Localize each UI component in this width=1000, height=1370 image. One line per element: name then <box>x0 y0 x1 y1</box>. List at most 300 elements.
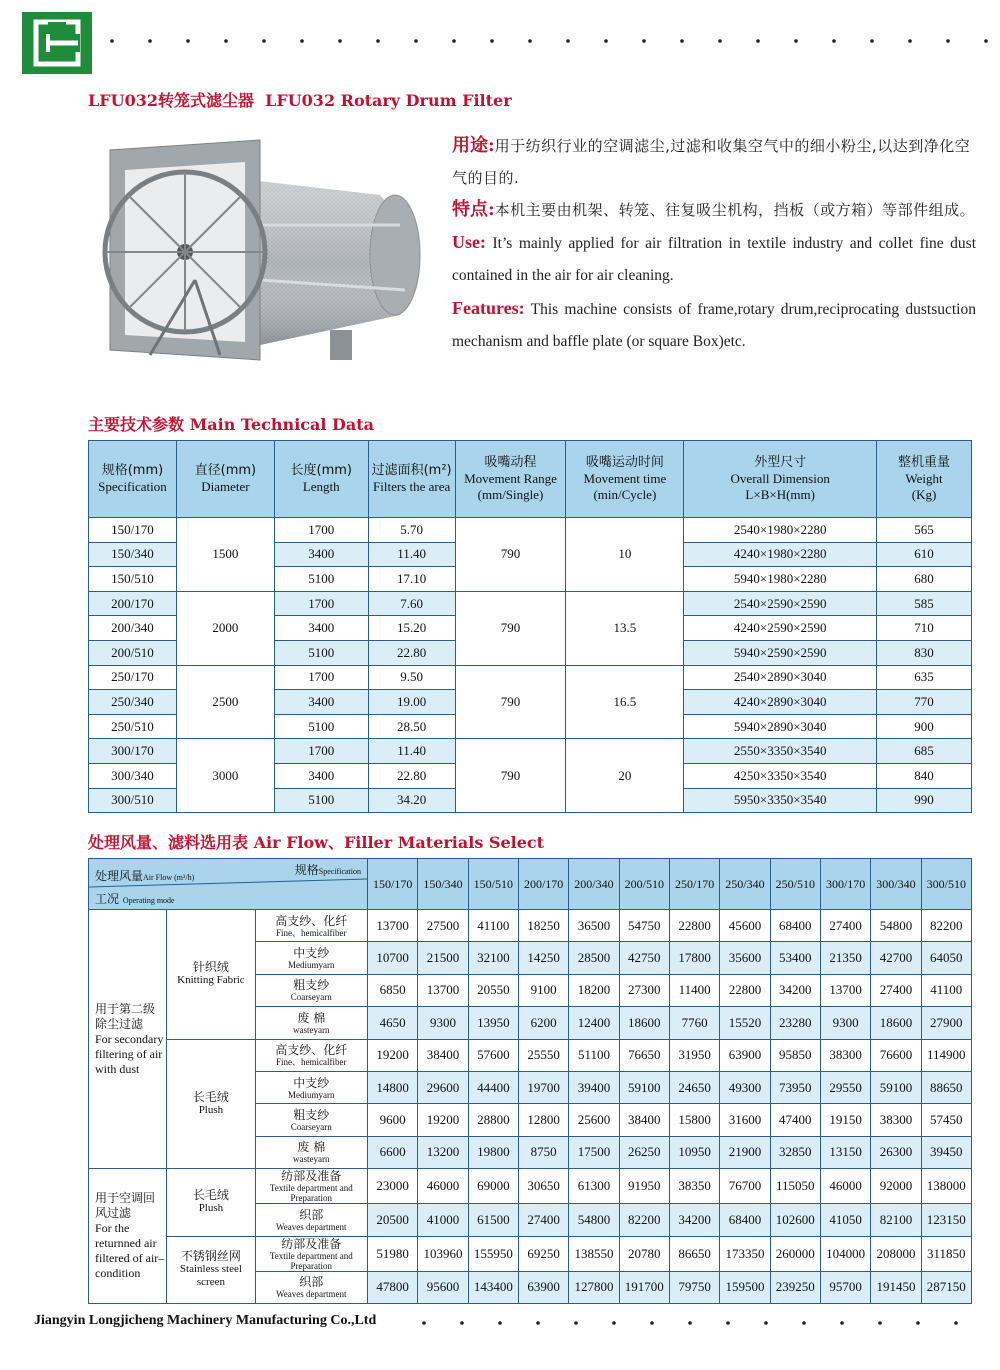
air-flow-value: 19150 <box>820 1104 870 1136</box>
air-flow-value: 18200 <box>569 974 619 1006</box>
air-flow-value: 57450 <box>921 1104 971 1136</box>
air-flow-value: 17800 <box>669 942 719 974</box>
table-cell: 2540×2890×3040 <box>684 665 877 690</box>
filter-fabric-cell: 长毛绒 Plush <box>167 1039 255 1169</box>
table-cell: 585 <box>877 591 972 616</box>
air-flow-value: 25550 <box>518 1039 568 1071</box>
table-cell: 300/340 <box>89 763 177 788</box>
table-cell: 790 <box>455 518 566 592</box>
table-cell: 4240×1980×2280 <box>684 542 877 567</box>
air-flow-value: 47400 <box>770 1104 820 1136</box>
divider-dot <box>802 1321 806 1325</box>
air-flow-value: 76600 <box>871 1039 921 1071</box>
table-cell: 20 <box>566 739 684 813</box>
table-cell: 5100 <box>274 567 368 592</box>
divider-dot <box>650 1321 654 1325</box>
air-flow-value: 127800 <box>569 1271 619 1303</box>
operating-mode-cell: 用于空调回风过滤 For the returnned air filtered of air–condition <box>89 1169 167 1304</box>
air-flow-value: 69000 <box>468 1169 518 1204</box>
air-flow-value: 19200 <box>418 1104 468 1136</box>
air-flow-value: 61500 <box>468 1204 518 1236</box>
air-flow-value: 69250 <box>518 1236 568 1271</box>
yarn-type-cell: 织部 Weaves department <box>255 1204 367 1236</box>
air-flow-value: 68400 <box>770 910 820 942</box>
air-flow-value: 20780 <box>619 1236 669 1271</box>
table-row <box>89 591 972 616</box>
use-zh-paragraph <box>452 130 976 194</box>
air-flow-value: 9600 <box>368 1104 418 1136</box>
table-cell: 2540×1980×2280 <box>684 518 877 543</box>
air-flow-value: 19200 <box>368 1039 418 1071</box>
table-cell: 2540×2590×2590 <box>684 591 877 616</box>
dotted-divider-top <box>108 36 988 46</box>
table-cell: 1700 <box>274 518 368 543</box>
air-flow-value: 41100 <box>468 910 518 942</box>
table-cell: 565 <box>877 518 972 543</box>
air-flow-value: 46000 <box>418 1169 468 1204</box>
air-flow-value: 208000 <box>871 1236 921 1271</box>
yarn-type-cell: 粗支纱 Coarseyarn <box>255 1104 367 1136</box>
air-flow-value: 44400 <box>468 1071 518 1103</box>
air-flow-value: 42750 <box>619 942 669 974</box>
air-flow-value: 173350 <box>720 1236 770 1271</box>
logo-mark-icon <box>22 12 92 74</box>
air-header-row <box>89 859 972 910</box>
air-flow-value: 42700 <box>871 942 921 974</box>
table-cell: 5100 <box>274 714 368 739</box>
table-cell: 4240×2590×2590 <box>684 616 877 641</box>
yarn-type-cell: 织部 Weaves department <box>255 1271 367 1303</box>
air-flow-value: 20550 <box>468 974 518 1006</box>
table-cell: 5100 <box>274 788 368 813</box>
features-zh-text: 本机主要由机架、转笼、往复吸尘机构，挡板（或方箱）等部件组成。 <box>494 201 976 219</box>
air-flow-value: 39450 <box>921 1136 971 1168</box>
table-cell: 790 <box>455 739 566 813</box>
air-flow-value: 191700 <box>619 1271 669 1303</box>
air-flow-value: 15520 <box>720 1007 770 1039</box>
air-flow-value: 13700 <box>820 974 870 1006</box>
air-flow-value: 138000 <box>921 1169 971 1204</box>
tech-header-row <box>89 441 972 518</box>
air-flow-value: 9300 <box>418 1007 468 1039</box>
table-cell: 5940×2590×2590 <box>684 640 877 665</box>
table-cell: 5940×2890×3040 <box>684 714 877 739</box>
air-flow-value: 19800 <box>468 1136 518 1168</box>
air-flow-value: 27400 <box>518 1204 568 1236</box>
table-cell: 10 <box>566 518 684 592</box>
air-flow-value: 25600 <box>569 1104 619 1136</box>
air-flow-value: 59100 <box>871 1071 921 1103</box>
air-flow-value: 51100 <box>569 1039 619 1071</box>
air-flow-table <box>88 858 972 1304</box>
air-flow-value: 13200 <box>418 1136 468 1168</box>
col-diameter-header: 直径(mm) Diameter <box>176 441 274 518</box>
spec-column-header: 200/170 <box>518 859 568 910</box>
air-flow-value: 9300 <box>820 1007 870 1039</box>
air-flow-value: 12800 <box>518 1104 568 1136</box>
air-flow-value: 54800 <box>871 910 921 942</box>
air-flow-value: 23000 <box>368 1169 418 1204</box>
spec-column-header: 200/340 <box>569 859 619 910</box>
air-flow-value: 82200 <box>619 1204 669 1236</box>
yarn-type-cell: 纺部及准备 Textile department and Preparation <box>255 1236 367 1271</box>
yarn-type-cell: 高支纱、化纤 Fine、hemicalfiber <box>255 1039 367 1071</box>
spec-column-header: 250/170 <box>669 859 719 910</box>
table-cell: 1700 <box>274 665 368 690</box>
air-flow-value: 38400 <box>619 1104 669 1136</box>
divider-dot <box>908 39 912 43</box>
air-flow-value: 114900 <box>921 1039 971 1071</box>
air-flow-value: 95600 <box>418 1271 468 1303</box>
product-description <box>452 130 976 358</box>
table-cell: 28.50 <box>368 714 455 739</box>
air-flow-value: 32100 <box>468 942 518 974</box>
company-name-footer: Jiangyin Longjicheng Machinery Manufacturing Co.,Ltd <box>34 1313 377 1328</box>
yarn-type-cell: 粗支纱 Coarseyarn <box>255 974 367 1006</box>
air-flow-value: 88650 <box>921 1071 971 1103</box>
air-flow-value: 15800 <box>669 1104 719 1136</box>
air-flow-value: 27500 <box>418 910 468 942</box>
air-flow-value: 103960 <box>418 1236 468 1271</box>
divider-dot <box>680 39 684 43</box>
air-flow-value: 123150 <box>921 1204 971 1236</box>
air-flow-value: 9100 <box>518 974 568 1006</box>
col-dimension-header: 外型尺寸 Overall Dimension L×B×H(mm) <box>684 441 877 518</box>
table-cell: 250/340 <box>89 690 177 715</box>
divider-dot <box>498 1321 502 1325</box>
air-flow-value: 57600 <box>468 1039 518 1071</box>
operating-mode-cell: 用于第二级除尘过滤 For secondary filtering of air with dust <box>89 910 167 1169</box>
air-flow-value: 191450 <box>871 1271 921 1303</box>
table-cell: 16.5 <box>566 665 684 739</box>
air-flow-value: 76700 <box>720 1169 770 1204</box>
air-flow-value: 34200 <box>770 974 820 1006</box>
air-flow-value: 311850 <box>921 1236 971 1271</box>
air-flow-value: 239250 <box>770 1271 820 1303</box>
air-flow-value: 102600 <box>770 1204 820 1236</box>
divider-dot <box>642 39 646 43</box>
spec-column-header: 250/510 <box>770 859 820 910</box>
spec-column-header: 200/510 <box>619 859 669 910</box>
air-flow-value: 27400 <box>871 974 921 1006</box>
air-flow-value: 68400 <box>720 1204 770 1236</box>
air-flow-value: 159500 <box>720 1271 770 1303</box>
air-flow-value: 64050 <box>921 942 971 974</box>
product-title <box>88 88 512 111</box>
divider-dot <box>262 39 266 43</box>
features-en-paragraph <box>452 292 976 358</box>
spec-column-header: 300/170 <box>820 859 870 910</box>
air-flow-value: 18600 <box>619 1007 669 1039</box>
air-flow-value: 29550 <box>820 1071 870 1103</box>
table-cell: 3400 <box>274 616 368 641</box>
table-cell: 15.20 <box>368 616 455 641</box>
air-flow-value: 4650 <box>368 1007 418 1039</box>
filter-fabric-cell: 针织绒 Knitting Fabric <box>167 910 255 1040</box>
table-cell: 1700 <box>274 591 368 616</box>
divider-dot <box>764 1321 768 1325</box>
air-flow-value: 26250 <box>619 1136 669 1168</box>
air-flow-value: 38300 <box>871 1104 921 1136</box>
air-flow-value: 20500 <box>368 1204 418 1236</box>
divider-dot <box>916 1321 920 1325</box>
table-cell: 2000 <box>176 591 274 665</box>
air-flow-value: 22800 <box>720 974 770 1006</box>
features-en-text: This machine consists of frame,rotary drum,reciprocating dustsuction mechanism and baffle plate (or square Box)etc. <box>452 301 976 350</box>
spec-column-header: 300/340 <box>871 859 921 910</box>
table-cell: 2550×3350×3540 <box>684 739 877 764</box>
air-flow-value: 17500 <box>569 1136 619 1168</box>
corner-spec-label: 规格Specification <box>294 863 361 877</box>
table-cell: 200/340 <box>89 616 177 641</box>
air-flow-value: 54750 <box>619 910 669 942</box>
table-cell: 300/510 <box>89 788 177 813</box>
use-en-text: It’s mainly applied for air filtration in textile industry and collet fine dust contained in the air for air cleaning. <box>452 235 977 284</box>
yarn-type-cell: 废 棉 wasteyarn <box>255 1007 367 1039</box>
air-flow-value: 21500 <box>418 942 468 974</box>
yarn-type-cell: 中支纱 Mediumyarn <box>255 942 367 974</box>
table-cell: 19.00 <box>368 690 455 715</box>
table-cell: 250/510 <box>89 714 177 739</box>
air-flow-value: 28500 <box>569 942 619 974</box>
table-cell: 150/510 <box>89 567 177 592</box>
table-cell: 685 <box>877 739 972 764</box>
features-zh-label: 特点: <box>452 199 495 220</box>
table-cell: 1500 <box>176 518 274 592</box>
col-range-header: 吸嘴动程 Movement Range (mm/Single) <box>455 441 566 518</box>
features-en-label: Features: <box>452 298 525 318</box>
table-cell: 5100 <box>274 640 368 665</box>
air-flow-value: 13700 <box>368 910 418 942</box>
divider-dot <box>338 39 342 43</box>
air-flow-value: 31950 <box>669 1039 719 1071</box>
air-flow-value: 104000 <box>820 1236 870 1271</box>
air-flow-value: 82100 <box>871 1204 921 1236</box>
table-cell: 5940×1980×2280 <box>684 567 877 592</box>
company-logo <box>22 12 92 74</box>
air-flow-value: 27300 <box>619 974 669 1006</box>
table-cell: 4250×3350×3540 <box>684 763 877 788</box>
spec-column-header: 150/340 <box>418 859 468 910</box>
corner-mode-label: 工况 Operating mode <box>95 892 175 906</box>
divider-dot <box>878 1321 882 1325</box>
divider-dot <box>726 1321 730 1325</box>
divider-dot <box>186 39 190 43</box>
divider-dot <box>528 39 532 43</box>
air-flow-value: 7760 <box>669 1007 719 1039</box>
divider-dot <box>794 39 798 43</box>
air-flow-value: 13150 <box>820 1136 870 1168</box>
air-corner-header <box>89 859 368 910</box>
spec-column-header: 150/510 <box>468 859 518 910</box>
air-flow-value: 24650 <box>669 1071 719 1103</box>
divider-dot <box>452 39 456 43</box>
air-flow-value: 21350 <box>820 942 870 974</box>
table-cell: 840 <box>877 763 972 788</box>
divider-dot <box>984 39 988 43</box>
table-cell: 200/510 <box>89 640 177 665</box>
table-cell: 11.40 <box>368 739 455 764</box>
divider-dot <box>110 39 114 43</box>
air-flow-value: 6600 <box>368 1136 418 1168</box>
air-flow-value: 13950 <box>468 1007 518 1039</box>
air-flow-value: 260000 <box>770 1236 820 1271</box>
divider-dot <box>376 39 380 43</box>
table-cell: 900 <box>877 714 972 739</box>
table-cell: 680 <box>877 567 972 592</box>
table-cell: 300/170 <box>89 739 177 764</box>
table-cell: 22.80 <box>368 640 455 665</box>
air-flow-value: 41050 <box>820 1204 870 1236</box>
air-flow-value: 22800 <box>669 910 719 942</box>
air-flow-value: 10700 <box>368 942 418 974</box>
use-en-label: Use: <box>452 232 486 252</box>
filter-fabric-cell: 长毛绒 Plush <box>167 1169 255 1236</box>
divider-dot <box>566 39 570 43</box>
air-flow-value: 6200 <box>518 1007 568 1039</box>
use-zh-label: 用途: <box>452 135 495 156</box>
divider-dot <box>300 39 304 43</box>
table-cell: 790 <box>455 591 566 665</box>
air-flow-value: 92000 <box>871 1169 921 1204</box>
divider-dot <box>946 39 950 43</box>
air-flow-value: 287150 <box>921 1271 971 1303</box>
air-flow-value: 28800 <box>468 1104 518 1136</box>
air-flow-value: 95700 <box>820 1271 870 1303</box>
air-flow-value: 8750 <box>518 1136 568 1168</box>
air-flow-value: 27900 <box>921 1007 971 1039</box>
table-cell: 5.70 <box>368 518 455 543</box>
spec-column-header: 150/170 <box>368 859 418 910</box>
table-row <box>89 910 972 942</box>
table-cell: 990 <box>877 788 972 813</box>
technical-data-body <box>89 518 972 813</box>
air-flow-value: 23280 <box>770 1007 820 1039</box>
divider-dot <box>718 39 722 43</box>
air-flow-value: 34200 <box>669 1204 719 1236</box>
table-cell: 710 <box>877 616 972 641</box>
divider-dot <box>688 1321 692 1325</box>
air-flow-value: 63900 <box>720 1039 770 1071</box>
table-cell: 150/340 <box>89 542 177 567</box>
table-cell: 3000 <box>176 739 274 813</box>
product-title-en: LFU032 Rotary Drum Filter <box>265 91 512 110</box>
divider-dot <box>422 1321 426 1325</box>
table-row <box>89 1039 972 1071</box>
table-cell: 770 <box>877 690 972 715</box>
yarn-type-cell: 中支纱 Mediumyarn <box>255 1071 367 1103</box>
table-cell: 635 <box>877 665 972 690</box>
table-cell: 34.20 <box>368 788 455 813</box>
air-flow-value: 39400 <box>569 1071 619 1103</box>
table-cell: 22.80 <box>368 763 455 788</box>
table-row <box>89 665 972 690</box>
air-flow-value: 31600 <box>720 1104 770 1136</box>
air-flow-value: 13700 <box>418 974 468 1006</box>
table-cell: 830 <box>877 640 972 665</box>
divider-dot <box>574 1321 578 1325</box>
air-flow-body <box>89 910 972 1304</box>
air-flow-value: 6850 <box>368 974 418 1006</box>
air-flow-value: 38300 <box>820 1039 870 1071</box>
air-flow-value: 95850 <box>770 1039 820 1071</box>
air-flow-value: 115050 <box>770 1169 820 1204</box>
air-flow-value: 138550 <box>569 1236 619 1271</box>
dotted-divider-bottom <box>420 1318 990 1328</box>
filter-fabric-cell: 不锈钢丝网 Stainless steel screen <box>167 1236 255 1303</box>
air-flow-value: 38400 <box>418 1039 468 1071</box>
divider-dot <box>604 39 608 43</box>
air-flow-value: 143400 <box>468 1271 518 1303</box>
features-zh-paragraph <box>452 194 976 226</box>
divider-dot <box>954 1321 958 1325</box>
table-cell: 150/170 <box>89 518 177 543</box>
air-flow-value: 63900 <box>518 1271 568 1303</box>
air-flow-value: 27400 <box>820 910 870 942</box>
air-flow-value: 14250 <box>518 942 568 974</box>
use-en-paragraph <box>452 226 976 292</box>
rotary-drum-filter-image <box>100 130 430 380</box>
table-row <box>89 1169 972 1204</box>
table-cell: 250/170 <box>89 665 177 690</box>
air-flow-value: 45600 <box>720 910 770 942</box>
yarn-type-cell: 纺部及准备 Textile department and Preparation <box>255 1169 367 1204</box>
tech-section-title: 主要技术参数 Main Technical Data <box>88 415 375 434</box>
air-flow-value: 35600 <box>720 942 770 974</box>
air-flow-value: 54800 <box>569 1204 619 1236</box>
table-cell: 11.40 <box>368 542 455 567</box>
table-cell: 3400 <box>274 690 368 715</box>
table-cell: 17.10 <box>368 567 455 592</box>
table-cell: 9.50 <box>368 665 455 690</box>
divider-dot <box>832 39 836 43</box>
table-cell: 7.60 <box>368 591 455 616</box>
air-section-title: 处理风量、滤料选用表 Air Flow、Filler Materials Select <box>88 833 545 852</box>
divider-dot <box>148 39 152 43</box>
table-cell: 790 <box>455 665 566 739</box>
spec-column-header: 250/340 <box>720 859 770 910</box>
air-flow-value: 86650 <box>669 1236 719 1271</box>
corner-airflow-label: 处理风量Air Flow (m³/h) <box>95 869 195 883</box>
air-flow-value: 73950 <box>770 1071 820 1103</box>
divider-dot <box>490 39 494 43</box>
yarn-type-cell: 高支纱、化纤 Fine、hemicalfiber <box>255 910 367 942</box>
yarn-type-cell: 废 棉 wasteyarn <box>255 1136 367 1168</box>
product-title-zh: LFU032转笼式滤尘器 <box>88 91 254 110</box>
air-flow-value: 76650 <box>619 1039 669 1071</box>
divider-dot <box>870 39 874 43</box>
divider-dot <box>612 1321 616 1325</box>
air-flow-value: 61300 <box>569 1169 619 1204</box>
air-flow-value: 47800 <box>368 1271 418 1303</box>
table-row <box>89 1236 972 1271</box>
air-flow-value: 29600 <box>418 1071 468 1103</box>
air-flow-value: 30650 <box>518 1169 568 1204</box>
col-length-header: 长度(mm) Length <box>274 441 368 518</box>
col-time-header: 吸嘴运动时间 Movement time (min/Cycle) <box>566 441 684 518</box>
air-flow-value: 11400 <box>669 974 719 1006</box>
air-flow-value: 91950 <box>619 1169 669 1204</box>
air-flow-value: 53400 <box>770 942 820 974</box>
table-row <box>89 739 972 764</box>
air-flow-value: 18600 <box>871 1007 921 1039</box>
use-zh-text: 用于纺织行业的空调滤尘,过滤和收集空气中的细小粉尘,以达到净化空气的目的. <box>452 137 971 187</box>
air-flow-value: 10950 <box>669 1136 719 1168</box>
table-row <box>89 518 972 543</box>
air-flow-value: 18250 <box>518 910 568 942</box>
air-flow-value: 38350 <box>669 1169 719 1204</box>
divider-dot <box>840 1321 844 1325</box>
